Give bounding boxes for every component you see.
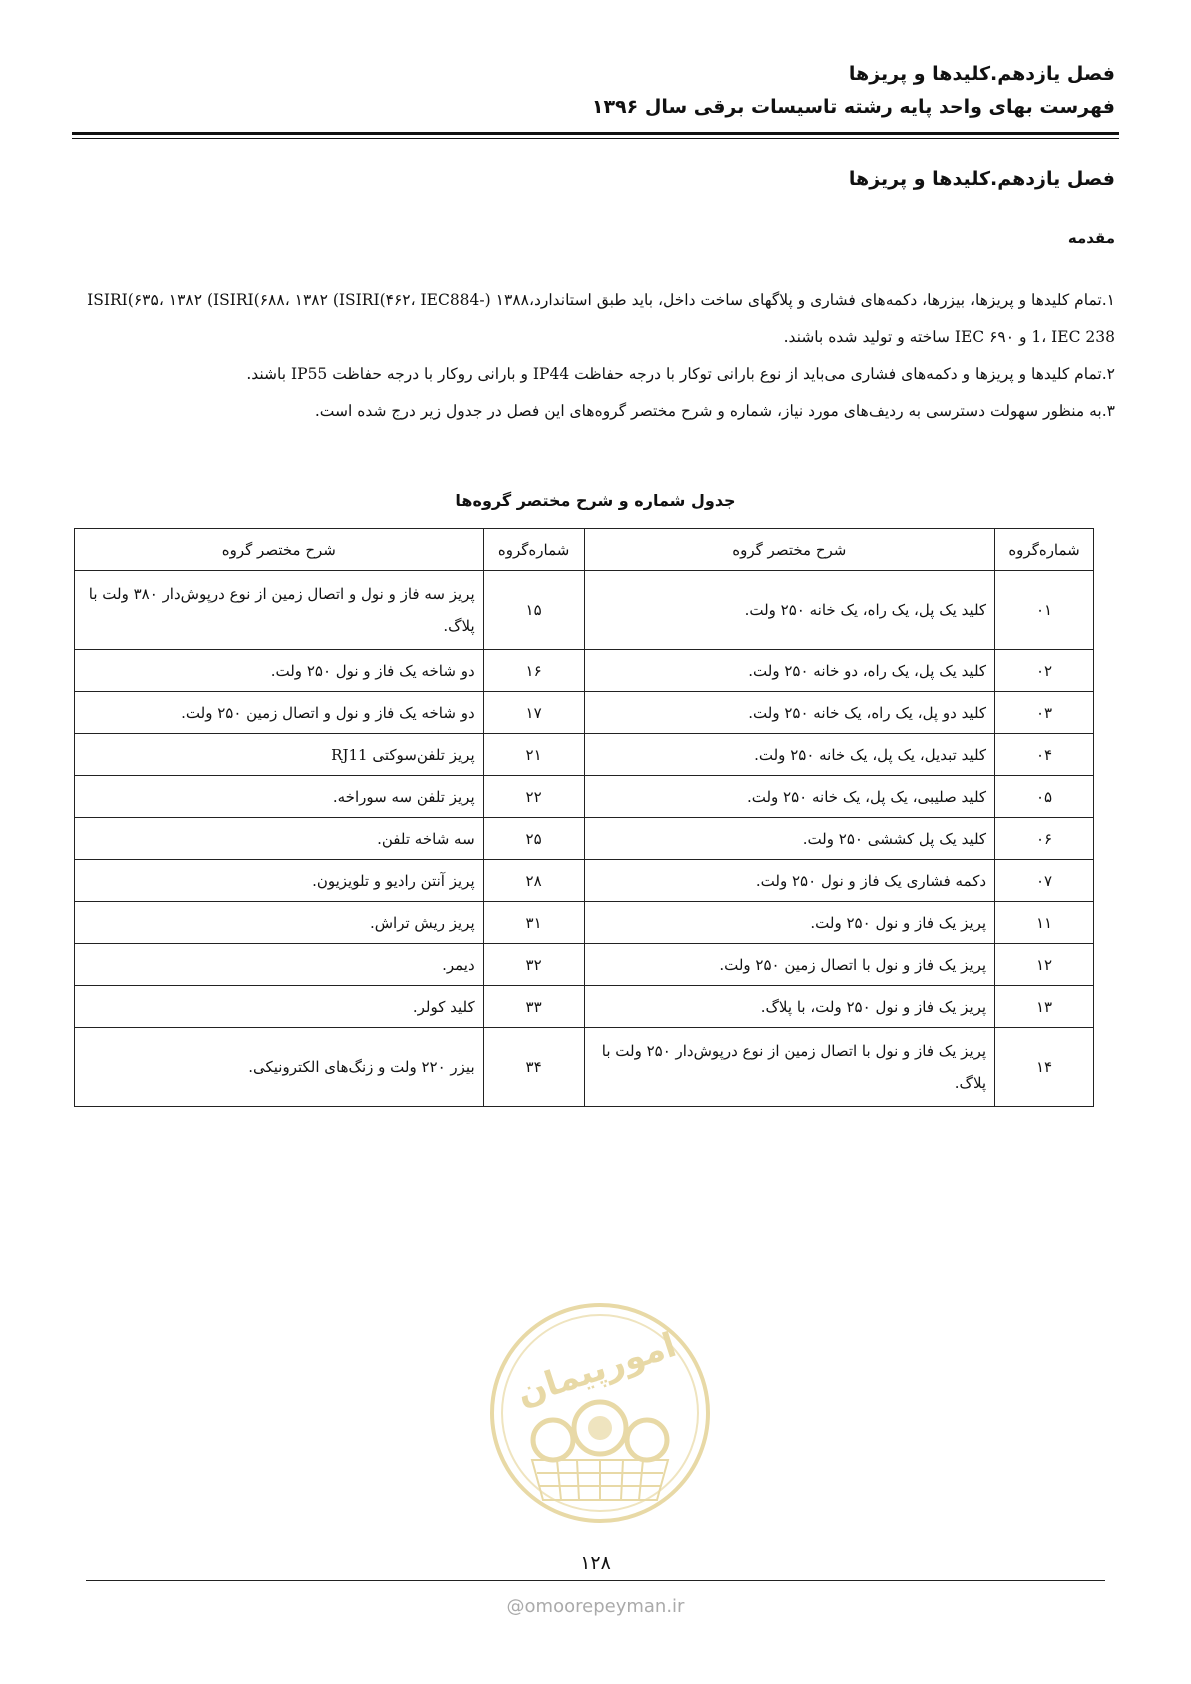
- group-number: ۳۱: [483, 902, 584, 944]
- group-description: پریز تلفن‌سوکتی RJ11: [75, 734, 484, 776]
- group-number: ۳۲: [483, 944, 584, 986]
- group-number: ۲۸: [483, 860, 584, 902]
- group-description: پریز یک فاز و نول ۲۵۰ ولت.: [584, 902, 995, 944]
- table-row: [75, 860, 1094, 902]
- header-rule-thin: [72, 138, 1119, 139]
- group-description: پریز یک فاز و نول ۲۵۰ ولت، با پلاگ.: [584, 986, 995, 1028]
- catalog-title: فهرست بهای واحد پایه رشته تاسیسات برقی سال ۱۳۹۶: [591, 96, 1115, 118]
- group-number: ۳۴: [483, 1028, 584, 1107]
- table-row: [75, 818, 1094, 860]
- group-number: ۰۶: [995, 818, 1094, 860]
- table-row: [75, 776, 1094, 818]
- header-group-number: شماره‌گروه: [995, 529, 1094, 571]
- group-number: ۰۳: [995, 692, 1094, 734]
- group-number: ۳۳: [483, 986, 584, 1028]
- intro-label: مقدمه: [1067, 229, 1115, 247]
- table-row: [75, 571, 1094, 650]
- section-title: فصل یازدهم.کلیدها و پریزها: [848, 168, 1115, 190]
- paragraph-protection: ۲.تمام کلیدها و پریزها و دکمه‌های فشاری می‌باید از نوع بارانی توکار با درجه حفاظت IP44 و بارانی روکار با درجه حفاظت IP55 باشند.: [246, 365, 1115, 383]
- table-row: [75, 1028, 1094, 1107]
- header-group-number: شماره‌گروه: [483, 529, 584, 571]
- group-number: ۱۶: [483, 650, 584, 692]
- table-row: [75, 734, 1094, 776]
- page-header: [72, 58, 1115, 124]
- paragraph-table-note: ۳.به منظور سهولت دسترسی به ردیف‌های مورد نیاز، شماره و شرح مختصر گروه‌های این فصل در جدول زیر درج شده است.: [314, 402, 1115, 420]
- watermark-logo: [487, 1300, 713, 1526]
- group-number: ۰۴: [995, 734, 1094, 776]
- header-group-description: شرح مختصر گروه: [75, 529, 484, 571]
- header-group-description: شرح مختصر گروه: [584, 529, 995, 571]
- group-description: کلید کولر.: [75, 986, 484, 1028]
- header-rule: [72, 132, 1119, 135]
- group-description: کلید یک پل، یک راه، دو خانه ۲۵۰ ولت.: [584, 650, 995, 692]
- group-description: دو شاخه یک فاز و نول و اتصال زمین ۲۵۰ ولت.: [75, 692, 484, 734]
- footer-url: @omoorepeyman.ir: [506, 1596, 685, 1617]
- group-description: پریز سه فاز و نول و اتصال زمین از نوع درپوش‌دار ۳۸۰ ولت با پلاگ.: [75, 571, 484, 650]
- table-row: [75, 986, 1094, 1028]
- group-description: دیمر.: [75, 944, 484, 986]
- page-number: ۱۲۸: [580, 1552, 611, 1574]
- group-number: ۱۷: [483, 692, 584, 734]
- svg-text:امورپیمان: امورپیمان: [512, 1325, 682, 1415]
- group-description: پریز تلفن سه سوراخه.: [75, 776, 484, 818]
- group-description: پریز آنتن رادیو و تلویزیون.: [75, 860, 484, 902]
- group-number: ۲۱: [483, 734, 584, 776]
- group-number: ۱۳: [995, 986, 1094, 1028]
- group-description: پریز ریش تراش.: [75, 902, 484, 944]
- group-number: ۱۴: [995, 1028, 1094, 1107]
- chapter-title: فصل یازدهم.کلیدها و پریزها: [848, 63, 1115, 85]
- paragraph-standards: ۱.تمام کلیدها و پریزها، بیزرها، دکمه‌های فشاری و پلاگهای ساخت داخل، باید طبق استاندارد،۱۳۸۸ (ISIRI(۶۳۵، ۱۳۸۲ (ISIRI(۶۸۸، ۱۳۸۲ (ISIRI(۴۶۲، IEC884-1، IEC 238 و IEC ۶۹۰ ساخته و تولید شده باشند.: [87, 291, 1115, 346]
- group-number: ۱۲: [995, 944, 1094, 986]
- group-description: دو شاخه یک فاز و نول ۲۵۰ ولت.: [75, 650, 484, 692]
- watermark-seal-icon: [487, 1300, 713, 1526]
- group-number: ۰۵: [995, 776, 1094, 818]
- group-description: پریز یک فاز و نول با اتصال زمین ۲۵۰ ولت.: [584, 944, 995, 986]
- table-caption: جدول شماره و شرح مختصر گروه‌ها: [455, 491, 736, 510]
- footer-rule: [86, 1580, 1105, 1581]
- group-description: بیزر ۲۲۰ ولت و زنگ‌های الکترونیکی.: [75, 1028, 484, 1107]
- group-number: ۱۱: [995, 902, 1094, 944]
- group-description: کلید یک پل کششی ۲۵۰ ولت.: [584, 818, 995, 860]
- group-number: ۱۵: [483, 571, 584, 650]
- group-description: سه شاخه تلفن.: [75, 818, 484, 860]
- groups-table: [74, 528, 1094, 1107]
- intro-paragraphs: [80, 282, 1115, 430]
- group-number: ۲۲: [483, 776, 584, 818]
- table-row: [75, 944, 1094, 986]
- group-number: ۰۷: [995, 860, 1094, 902]
- group-description: کلید دو پل، یک راه، یک خانه ۲۵۰ ولت.: [584, 692, 995, 734]
- group-description: کلید تبدیل، یک پل، یک خانه ۲۵۰ ولت.: [584, 734, 995, 776]
- table-header-row: [75, 529, 1094, 571]
- group-description: پریز یک فاز و نول با اتصال زمین از نوع درپوش‌دار ۲۵۰ ولت با پلاگ.: [584, 1028, 995, 1107]
- table-row: [75, 650, 1094, 692]
- group-number: ۰۱: [995, 571, 1094, 650]
- group-description: کلید صلیبی، یک پل، یک خانه ۲۵۰ ولت.: [584, 776, 995, 818]
- group-description: کلید یک پل، یک راه، یک خانه ۲۵۰ ولت.: [584, 571, 995, 650]
- group-number: ۲۵: [483, 818, 584, 860]
- group-description: دکمه فشاری یک فاز و نول ۲۵۰ ولت.: [584, 860, 995, 902]
- table-row: [75, 902, 1094, 944]
- group-number: ۰۲: [995, 650, 1094, 692]
- table-row: [75, 692, 1094, 734]
